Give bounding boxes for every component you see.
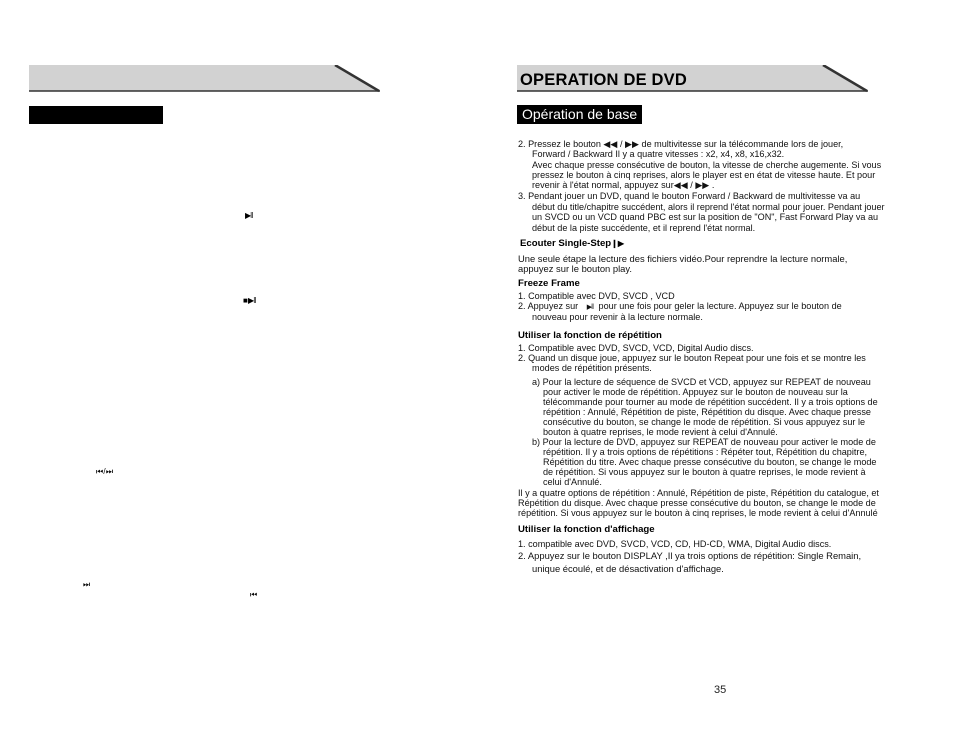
single-step-heading-text: Ecouter Single-Step: [520, 238, 612, 249]
page-title: OPERATION DE DVD: [520, 71, 687, 89]
repeat-b1: b) Pour la lecture de DVD, appuyez sur REPEAT de nouveau pour activer le mode de: [532, 437, 876, 447]
freeze-line2a: 2. Appuyez sur: [518, 301, 579, 311]
display-line2: 2. Appuyez sur le bouton DISPLAY ,Il ya trois options de répétition: Single Remain,: [518, 550, 862, 561]
repeat-c3: répétition. Si vous appuyez sur le bouton à cinq reprises, le mode revient à celui d'Annulé: [518, 508, 878, 518]
single-step-heading: [520, 238, 624, 249]
repeat-line2: 2. Quand un disque joue, appuyez sur le bouton Repeat pour une fois et se montre les: [518, 353, 866, 363]
freeze-heading: Freeze Frame: [518, 278, 580, 289]
repeat-heading: Utiliser la fonction de répétition: [518, 330, 662, 341]
repeat-b2: répétition. Il y a trois options de répétitions : Répéter tout, Répétition du chapitre,: [543, 447, 868, 457]
item3-line1: 3. Pendant jouer un DVD, quand le bouton Forward / Backward de multivitesse va au: [518, 191, 861, 201]
repeat-a6: bouton à quatre reprises, le mode revient à celui d'Annulé.: [543, 427, 778, 437]
repeat-line1: 1. Compatible avec DVD, SVCD, VCD, Digital Audio discs.: [518, 343, 754, 353]
item3-line3: un SVCD ou un VCD quand PBC est sur la position de "ON", Fast Forward Play va au: [532, 212, 879, 222]
repeat-a4: répétition : Annulé, Répétition de piste, Répétition du disque. Avec chaque presse: [543, 407, 871, 417]
section-title: Opération de base: [517, 105, 642, 124]
repeat-c2: Répétition du disque. Avec chaque presse consécutive du bouton, se change le mode de: [518, 498, 876, 508]
repeat-a3: télécommande pour tourner au mode de répétition succédent. Il y a trois options de: [543, 397, 878, 407]
repeat-b5: celui d'Annulé.: [543, 477, 602, 487]
page-number: 35: [714, 684, 727, 696]
item2-line1: 2. Pressez le bouton ◀◀ / ▶▶ de multivitesse sur la télécommande lors de jouer,: [518, 139, 844, 149]
freeze-play-pause-icon: ▶‖: [586, 304, 593, 311]
display-line3: unique écoulé, et de désactivation d'affichage.: [532, 563, 724, 574]
item2-line4: pressez le bouton à cinq reprises, alors le player est en état de vitesse haute. Et pour: [532, 170, 876, 180]
repeat-line3: modes de répétition présents.: [532, 363, 652, 373]
single-step-line2: appuyez sur le bouton play.: [518, 263, 632, 274]
prev-icon: ⏮: [250, 590, 257, 599]
item2-line5: revenir à l'état normal, appuyez sur◀◀ / ▶▶ .: [532, 180, 715, 190]
repeat-a5: consécutive du bouton, se change le mode de répétition. Si vous appuyez sur le: [543, 417, 866, 427]
repeat-a2: pour activer le mode de répétition. Appuyez sur le bouton de nouveau sur la: [543, 387, 848, 397]
prev-next-icon: ⏮ / ⏭: [96, 467, 113, 476]
freeze-line1: 1. Compatible avec DVD, SVCD , VCD: [518, 291, 675, 301]
single-step-line1: Une seule étape la lecture des fichiers vidéo.Pour reprendre la lecture normale,: [518, 253, 848, 264]
step-icon: ❙▶: [611, 239, 625, 248]
display-line1: 1. compatible avec DVD, SVCD, VCD, CD, HD-CD, WMA, Digital Audio discs.: [518, 539, 832, 549]
item3-line2: début du title/chapitre succédent, alors il reprend l'état normal pour jouer. Pendant jouer: [532, 202, 885, 212]
item2-line3: Avec chaque presse consécutive de bouton, la vitesse de cherche augemente. Si vous: [532, 160, 882, 170]
play-pause-icon: ▶‖: [245, 211, 253, 220]
display-heading: Utiliser la fonction d'affichage: [518, 524, 655, 535]
freeze-line2b: pour une fois pour geler la lecture. Appuyez sur le bouton de: [598, 301, 842, 311]
repeat-b4: de répétition. Si vous appuyez sur le bouton à quatre reprises, le mode revient à: [543, 467, 866, 477]
stop-play-icon: ■ ▶‖: [243, 296, 256, 305]
left-subheader-box: [29, 106, 163, 124]
freeze-line3: nouveau pour revenir à la lecture normale.: [532, 312, 703, 322]
repeat-b3: Répétition du titre. Avec chaque presse consécutive du bouton, se change le mode: [543, 457, 877, 467]
next-icon: ⏭: [83, 580, 90, 589]
left-header-bar: [29, 65, 381, 93]
item2-line2: Forward / Backward Il y a quatre vitesses : x2, x4, x8, x16,x32.: [532, 149, 785, 159]
repeat-a1: a) Pour la lecture de séquence de SVCD et VCD, appuyez sur REPEAT de nouveau: [532, 377, 871, 387]
repeat-c1: Il y a quatre options de répétition : Annulé, Répétition de piste, Répétition du catalogue, et: [518, 488, 879, 498]
item3-line4: début de la piste succédente, et il reprend l'état normal.: [532, 223, 756, 233]
